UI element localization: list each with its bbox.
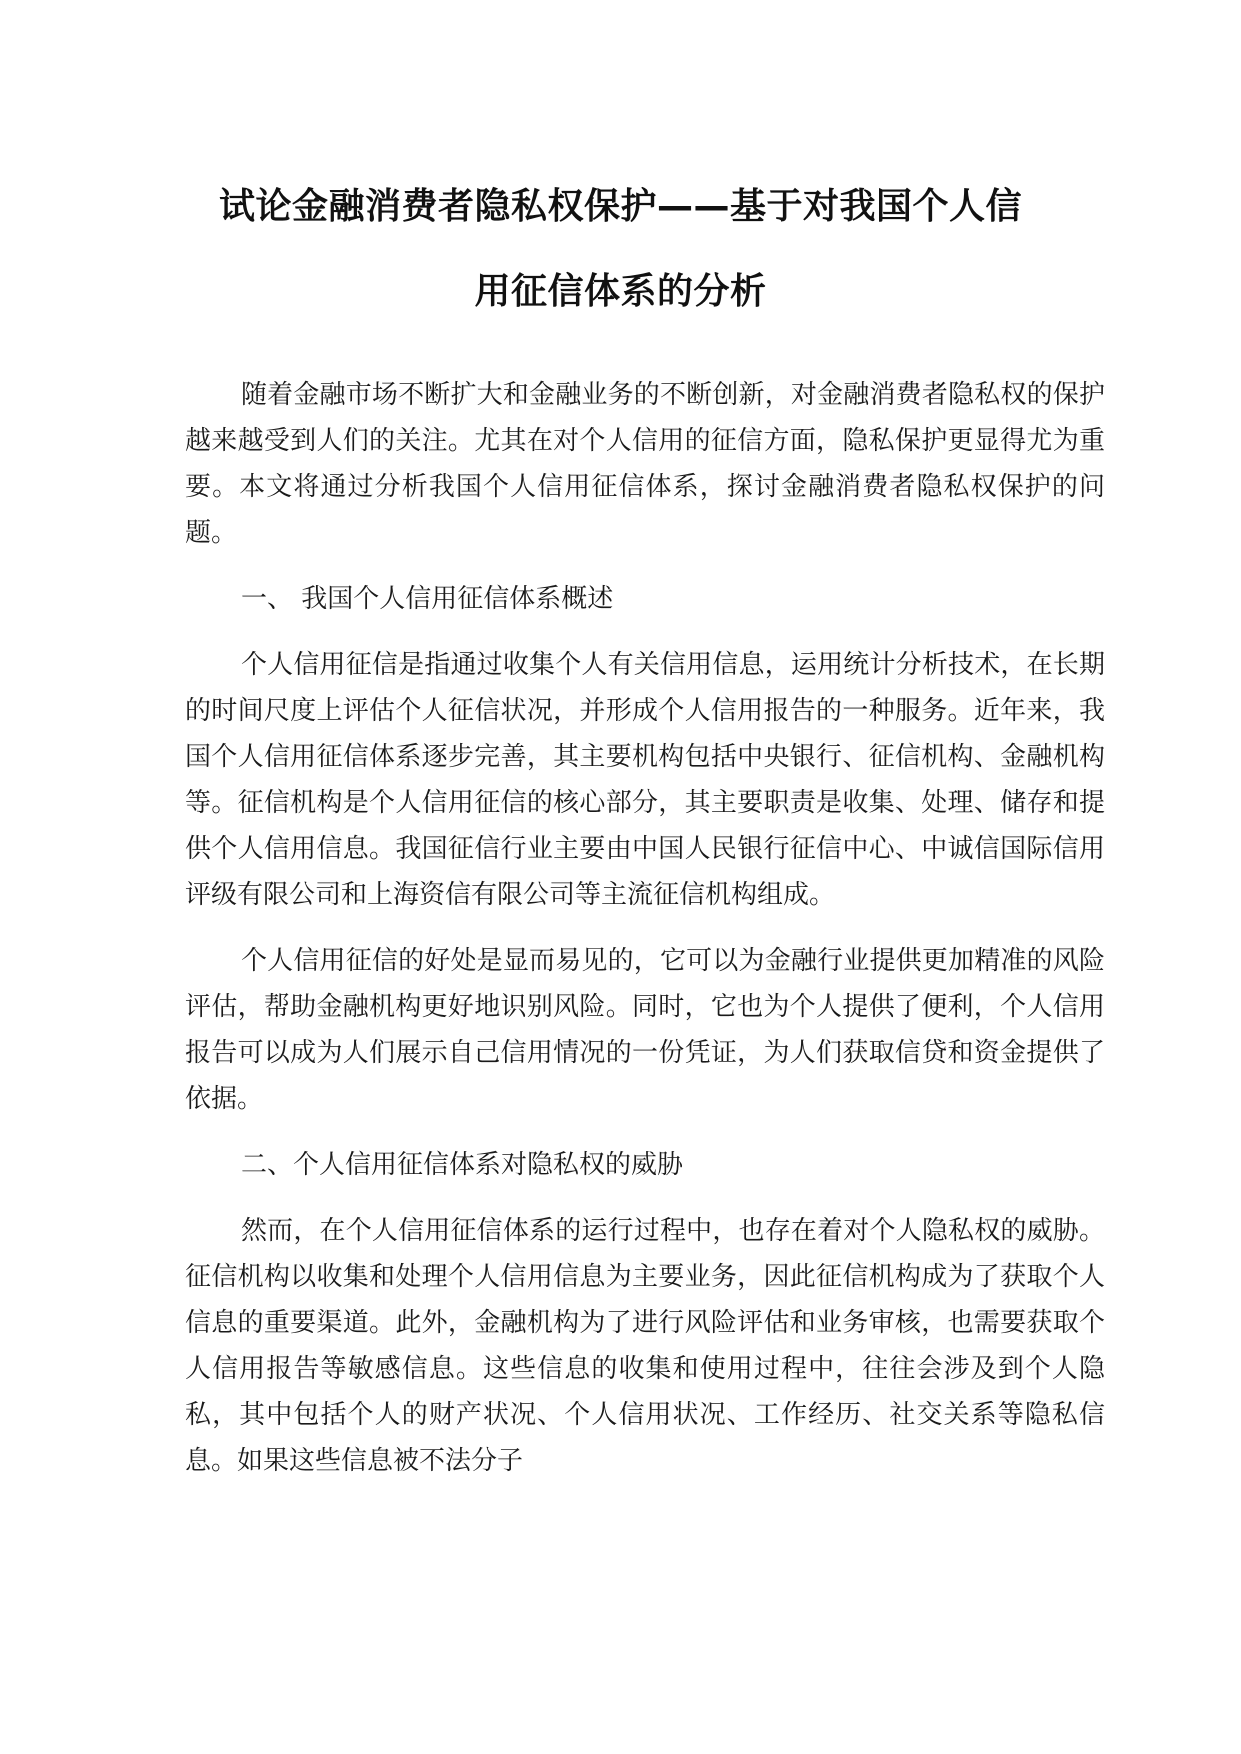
paragraph-intro: 随着金融市场不断扩大和金融业务的不断创新，对金融消费者隐私权的保护越来越受到人们的关注。尤其在对个人信用的征信方面，隐私保护更显得尤为重要。本文将通过分析我国个人信用征信体系，探讨金融消费者隐私权保护的问题。: [185, 380, 1105, 548]
document-body: [185, 372, 1105, 1504]
paragraph-overview: 个人信用征信是指通过收集个人有关信用信息，运用统计分析技术，在长期的时间尺度上评估个人征信状况，并形成个人信用报告的一种服务。近年来，我国个人信用征信体系逐步完善，其主要机构包括中央银行、征信机构、金融机构等。征信机构是个人信用征信的核心部分，其主要职责是收集、处理、储存和提供个人信用信息。我国征信行业主要由中国人民银行征信中心、中诚信国际信用评级有限公司和上海资信有限公司等主流征信机构组成。: [185, 650, 1105, 910]
section-heading-2: 二、个人信用征信体系对隐私权的威胁: [241, 1150, 684, 1180]
paragraph-benefits: 个人信用征信的好处是显而易见的，它可以为金融行业提供更加精准的风险评估，帮助金融机构更好地识别风险。同时，它也为个人提供了便利，个人信用报告可以成为人们展示自己信用情况的一份凭证，为人们获取信贷和资金提供了依据。: [185, 946, 1105, 1114]
document-title-line-2: 用征信体系的分析: [474, 271, 767, 312]
document-title-line-1: 试论金融消费者隐私权保护——基于对我国个人信: [218, 186, 1022, 227]
section-heading-1: 一、 我国个人信用征信体系概述: [241, 584, 614, 614]
paragraph-threats: 然而，在个人信用征信体系的运行过程中，也存在着对个人隐私权的威胁。征信机构以收集和处理个人信用信息为主要业务，因此征信机构成为了获取个人信息的重要渠道。此外，金融机构为了进行风险评估和业务审核，也需要获取个人信用报告等敏感信息。这些信息的收集和使用过程中，往往会涉及到个人隐私，其中包括个人的财产状况、个人信用状况、工作经历、社交关系等隐私信息。如果这些信息被不法分子: [185, 1216, 1105, 1476]
